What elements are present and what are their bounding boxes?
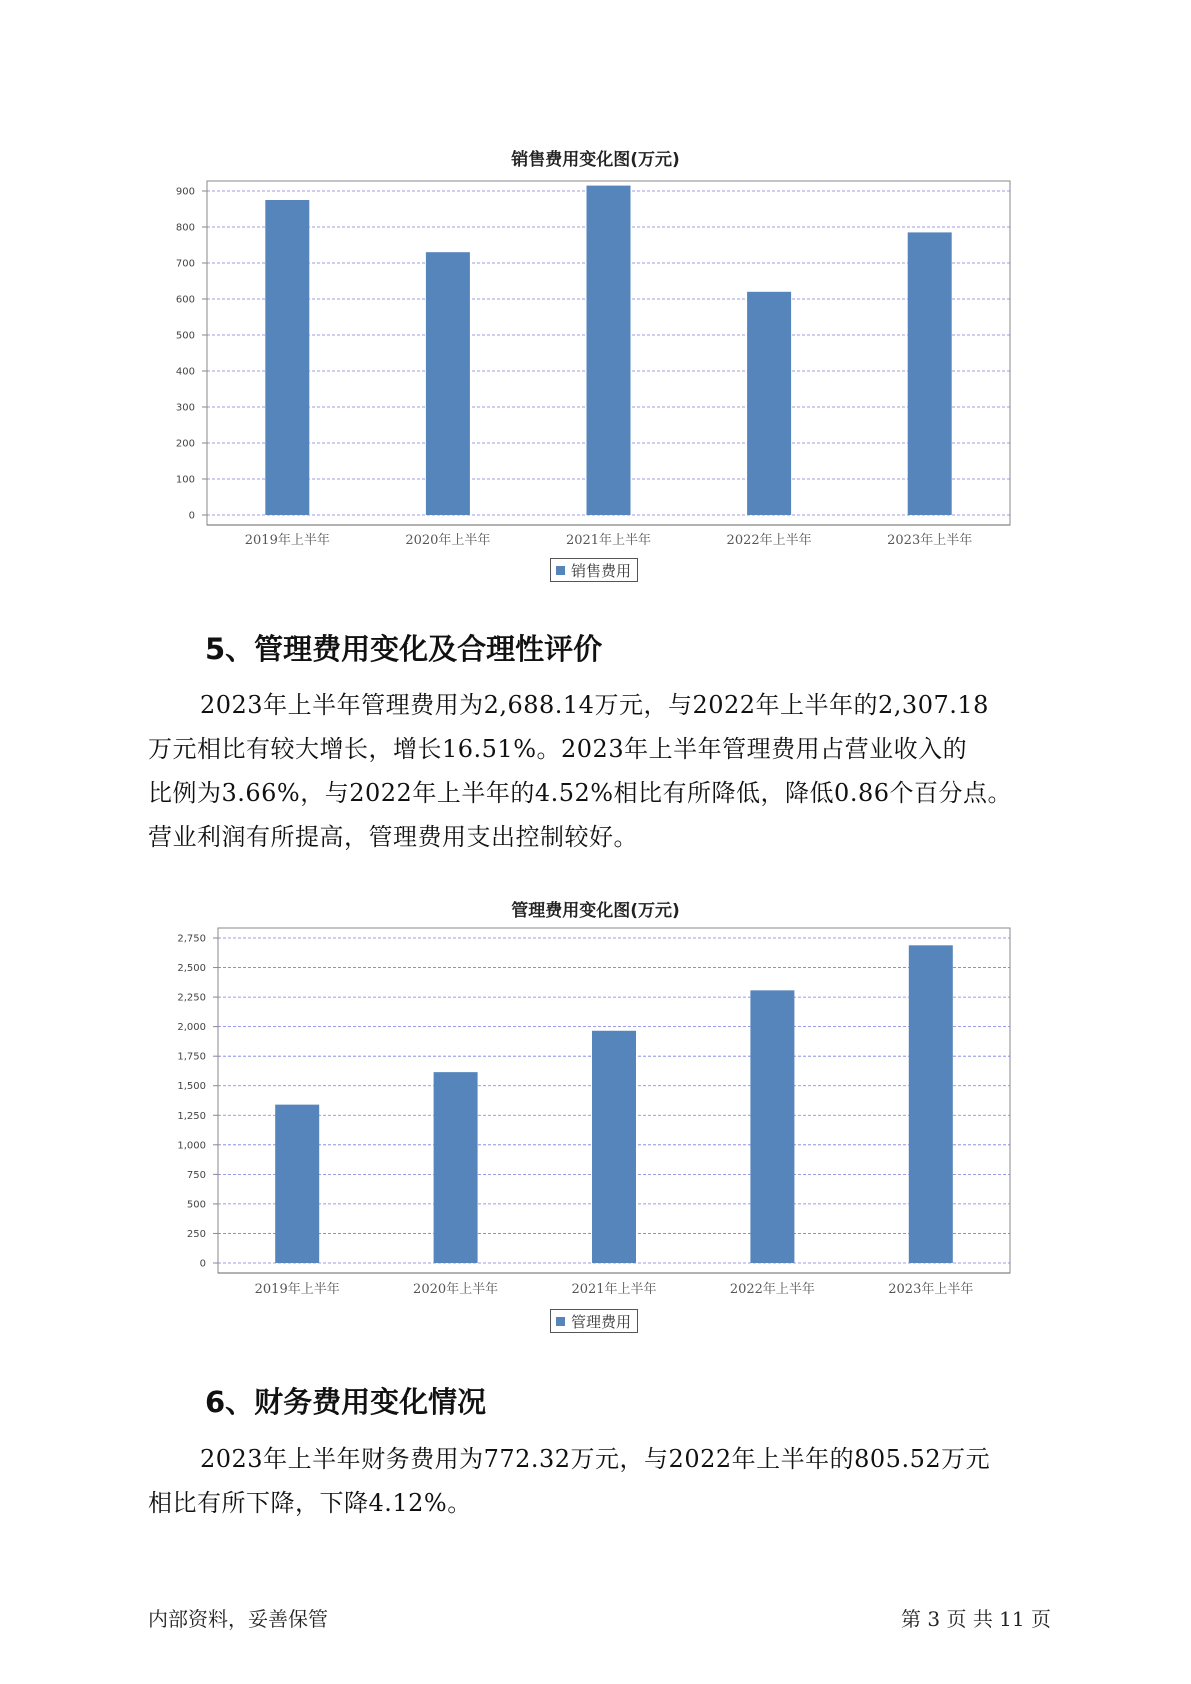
x-category-label: 2023年上半年 [888,1282,974,1297]
x-category-label: 2022年上半年 [726,533,812,548]
x-category-label: 2020年上半年 [413,1282,499,1297]
bar [592,1031,636,1263]
legend-swatch [556,1317,565,1326]
y-tick-label: 1,500 [177,1081,206,1093]
paragraph [148,1437,1048,1525]
x-category-label: 2020年上半年 [405,533,491,548]
x-category-label: 2019年上半年 [244,533,330,548]
y-tick-label: 2,500 [177,963,206,975]
y-tick-label: 800 [175,222,195,234]
paragraph-line: 比例为3.66%，与2022年上半年的4.52%相比有所降低，降低0.86个百分点。 [148,779,1012,807]
x-category-label: 2023年上半年 [887,533,973,548]
page-number: 第 3 页 共 11 页 [901,1607,1051,1631]
y-tick-label: 2,750 [177,933,206,945]
y-tick-label: 300 [175,402,195,414]
bar [275,1105,319,1263]
y-tick-label: 0 [188,510,195,522]
bar [750,990,794,1263]
paragraph-line: 相比有所下降，下降4.12%。 [148,1489,472,1517]
x-category-label: 2022年上半年 [729,1282,815,1297]
bar [434,1072,478,1263]
legend-label: 销售费用 [571,561,632,580]
y-tick-label: 1,750 [177,1051,206,1063]
chart-title: 销售费用变化图(万元) [511,150,680,170]
y-tick-label: 200 [175,438,195,450]
section-heading: 6、财务费用变化情况 [205,1385,487,1419]
chart-legend [550,1309,638,1333]
y-tick-label: 250 [186,1228,206,1240]
section-heading: 5、管理费用变化及合理性评价 [205,632,603,666]
x-category-label: 2021年上半年 [571,1282,657,1297]
y-tick-label: 700 [175,258,195,270]
legend-label: 管理费用 [571,1312,632,1331]
y-tick-label: 500 [175,330,195,342]
chart-title: 管理费用变化图(万元) [511,901,680,921]
y-tick-label: 400 [175,366,195,378]
footer-note: 内部资料，妥善保管 [148,1607,328,1631]
paragraph-line: 2023年上半年财务费用为772.32万元，与2022年上半年的805.52万元 [200,1445,991,1473]
y-tick-label: 600 [175,294,195,306]
x-category-label: 2021年上半年 [565,533,652,548]
y-tick-label: 100 [175,474,195,486]
y-tick-label: 750 [186,1169,206,1181]
x-category-label: 2019年上半年 [254,1282,340,1297]
y-tick-label: 1,250 [177,1110,206,1122]
y-tick-label: 2,250 [177,992,206,1004]
bar [909,945,953,1263]
paragraph-line: 营业利润有所提高，管理费用支出控制较好。 [148,823,638,851]
y-tick-label: 500 [186,1199,206,1211]
y-tick-label: 0 [199,1258,206,1270]
y-tick-label: 900 [175,186,195,198]
paragraph-line: 万元相比有较大增长，增长16.51%。2023年上半年管理费用占营业收入的 [148,735,968,763]
paragraph-line: 2023年上半年管理费用为2,688.14万元，与2022年上半年的2,307.18 [200,691,989,719]
y-tick-label: 1,000 [177,1140,206,1152]
y-tick-label: 2,000 [177,1022,206,1034]
